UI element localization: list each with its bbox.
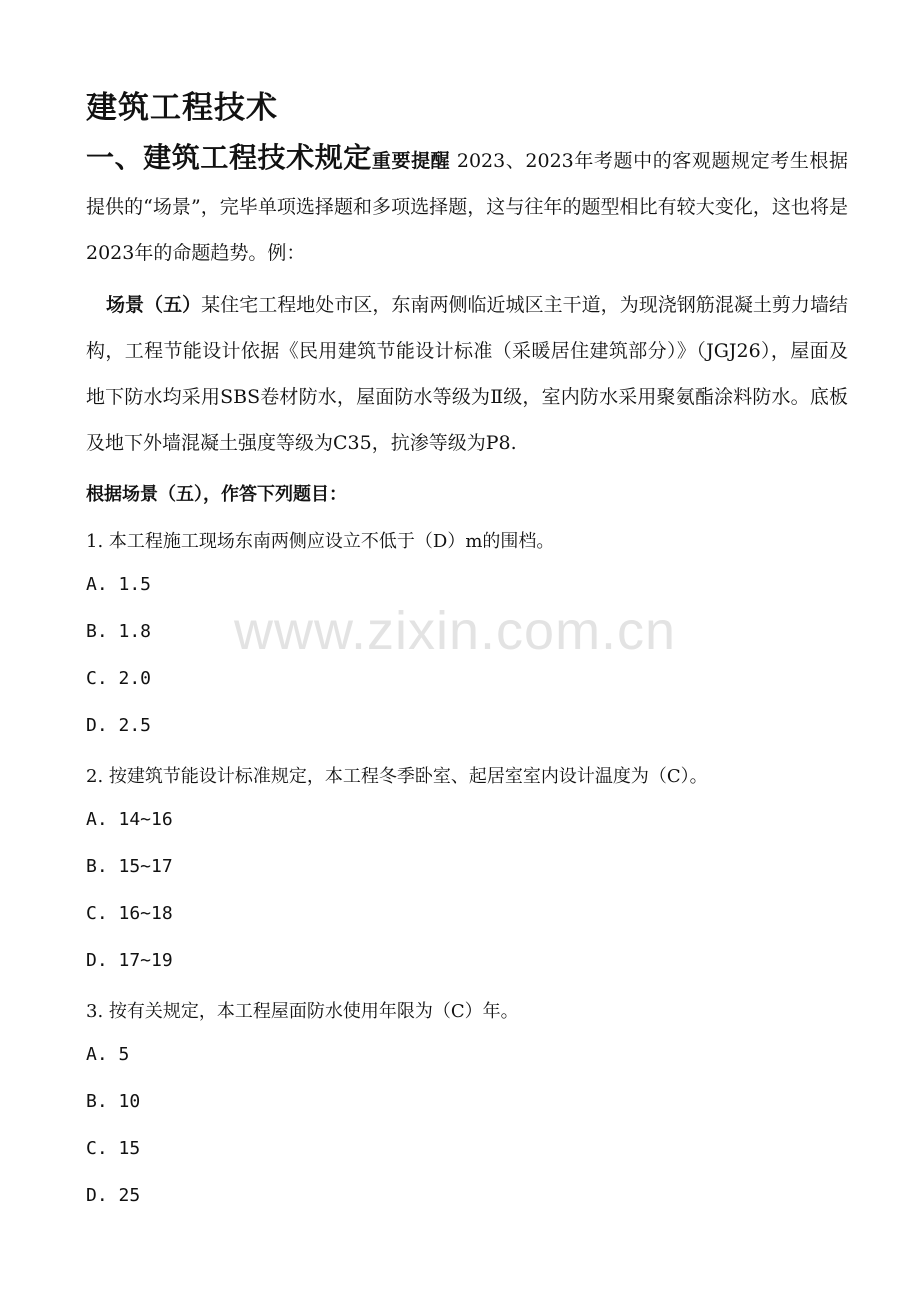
question-1-option-d: D. 2.5 <box>86 715 152 736</box>
question-1-option-a: A. 1.5 <box>86 574 152 595</box>
question-1-stem: 1. 本工程施工现场东南两侧应设立不低于（D）m的围档。 <box>86 531 555 552</box>
question-3-option-b: B. 10 <box>86 1091 141 1112</box>
section-heading: 一、建筑工程技术规定 <box>86 141 372 174</box>
question-3-option-d: D. 25 <box>86 1185 141 1206</box>
scene-label: 场景（五） <box>106 294 202 316</box>
scene-text: 某住宅工程地处市区，东南两侧临近城区主干道，为现浇钢筋混凝土剪力墙结构，工程节能设计依据《民用建筑节能设计标准（采暖居住建筑部分）》（JGJ26），屋面及地下防水均采用SBS卷材防水，屋面防水等级为Ⅱ级，室内防水采用聚氨酯涂料防水。底板及地下外墙混凝土强度等级为C35，抗渗等级为P8. <box>86 294 848 454</box>
intro-paragraph <box>86 135 848 276</box>
instruction-text: 根据场景（五），作答下列题目： <box>86 484 347 505</box>
intro-text: 2023、2023年考题中的客观题规定考生根据提供的“场景”，完毕单项选择题和多项选择题，这与往年的题型相比有较大变化，这也将是2023年的命题趋势。例： <box>86 150 848 264</box>
watermark: www.zixin.com.cn <box>234 601 677 661</box>
scene-paragraph <box>86 282 848 466</box>
question-1-option-c: C. 2.0 <box>86 668 152 689</box>
question-3-option-a: A. 5 <box>86 1044 130 1065</box>
question-2-option-a: A. 14~16 <box>86 809 173 830</box>
question-2-option-c: C. 16~18 <box>86 903 173 924</box>
question-2-option-b: B. 15~17 <box>86 856 173 877</box>
reminder-label: 重要提醒 <box>371 150 451 172</box>
question-2-stem: 2. 按建筑节能设计标准规定，本工程冬季卧室、起居室室内设计温度为（C）。 <box>86 766 708 787</box>
question-2-option-d: D. 17~19 <box>86 950 173 971</box>
question-1-option-b: B. 1.8 <box>86 621 152 642</box>
page-title: 建筑工程技术 <box>86 90 278 126</box>
question-3-stem: 3. 按有关规定，本工程屋面防水使用年限为（C）年。 <box>86 1001 519 1022</box>
question-3-option-c: C. 15 <box>86 1138 141 1159</box>
